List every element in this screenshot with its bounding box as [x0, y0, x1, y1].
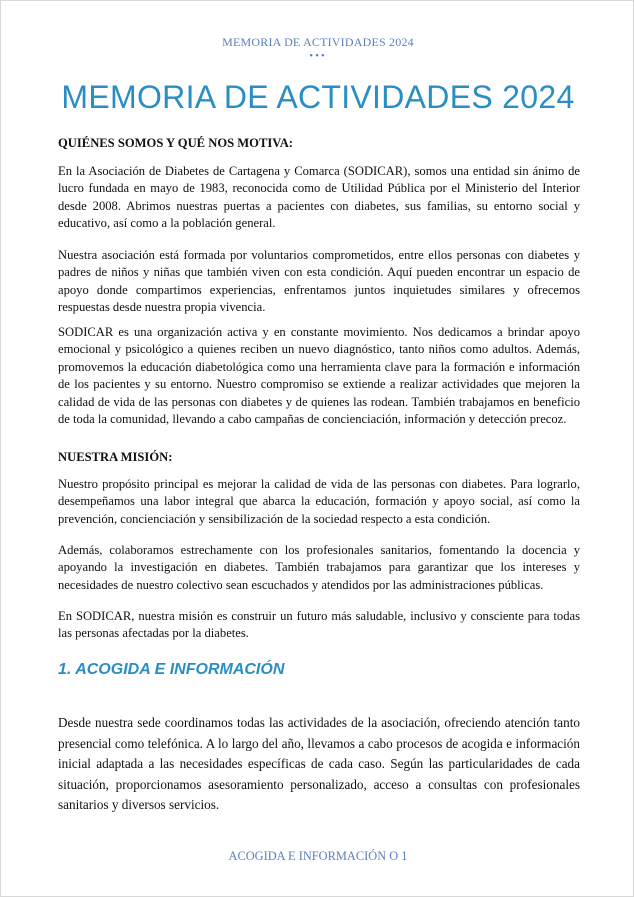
header-ornament-dots: ••• [309, 50, 327, 62]
running-header: MEMORIA DE ACTIVIDADES 2024 [222, 35, 414, 49]
who-paragraph-1-block [58, 163, 580, 233]
mission-paragraph-2: Además, colaboramos estrechamente con los profesionales sanitarios, fomentando la docencia y apoyando la investigación en diabetes. También trabajamos para garantizar que los intereses y necesidades de nuestro colectivo sean escuchados y atendidos por las administraciones públicas. [58, 543, 580, 592]
who-paragraph-2-block [58, 247, 580, 317]
mission-paragraph-2-block [58, 542, 580, 594]
who-paragraph-3-block [58, 324, 580, 428]
section-title-acogida: 1. ACOGIDA E INFORMACIÓN [58, 661, 285, 678]
who-paragraph-3: SODICAR es una organización activa y en constante movimiento. Nos dedicamos a brindar apoyo emocional y psicológico a quienes reciben un nuevo diagnóstico, tanto niños como adultos. Además, promovemos la educación diabetológica como una herramienta clave para la formación e información de los pacientes y su entorno. Nuestro compromiso se extiende a realizar actividades que mejoren la calidad de vida de las personas con diabetes y de quienes las rodean. También trabajamos en beneficio de toda la comunidad, llevando a cabo campañas de concienciación, información y detección precoz. [58, 325, 580, 427]
page-title: MEMORIA DE ACTIVIDADES 2024 [61, 79, 575, 115]
section-who-we-are [58, 135, 580, 152]
mission-paragraph-3: En SODICAR, nuestra misión es construir un futuro más saludable, inclusivo y consciente para todas las personas afectadas por la diabetes. [58, 609, 580, 641]
section-mission [58, 449, 580, 466]
mission-paragraph-1: Nuestro propósito principal es mejorar la calidad de vida de las personas con diabetes. Para lograrlo, desempeñamos una labor integral que abarca la educación, formación y apoyo social, así como la prevención, concienciación y sensibilización de la sociedad respecto a esta condición. [58, 477, 580, 526]
who-paragraph-1: En la Asociación de Diabetes de Cartagena y Comarca (SODICAR), somos una entidad sin ánimo de lucro fundada en mayo de 1983, reconocida como de Utilidad Pública por el Ministerio del Interior desde 2008. Abrimos nuestras puertas a pacientes con diabetes, sus familias, su entorno social y educativo, así como a la población general. [58, 164, 580, 231]
mission-paragraph-1-block [58, 476, 580, 528]
heading-who-we-are: QUIÉNES SOMOS Y QUÉ NOS MOTIVA: [58, 136, 294, 150]
heading-mission: NUESTRA MISIÓN: [58, 450, 173, 464]
who-paragraph-2: Nuestra asociación está formada por voluntarios comprometidos, entre ellos personas con diabetes y padres de niños y niñas que también viven con esta condición. Aquí pueden encontrar un espacio de apoyo donde compartimos experiencias, enfrentamos juntos inquietudes similares y ofrecemos respuestas desde nuestra propia vivencia. [58, 248, 580, 315]
acogida-paragraph: Desde nuestra sede coordinamos todas las actividades de la asociación, ofreciendo atención tanto presencial como telefónica. A lo largo del año, llevamos a cabo procesos de acogida e información inicial adaptada a las necesidades específicas de cada caso. Según las particularidades de cada situación, proporcionamos asesoramiento personalizado, acceso a consultas con profesionales sanitarios y diversos servicios. [58, 715, 580, 813]
mission-paragraph-3-block [58, 608, 580, 643]
running-footer: ACOGIDA E INFORMACIÓN O 1 [228, 849, 408, 863]
